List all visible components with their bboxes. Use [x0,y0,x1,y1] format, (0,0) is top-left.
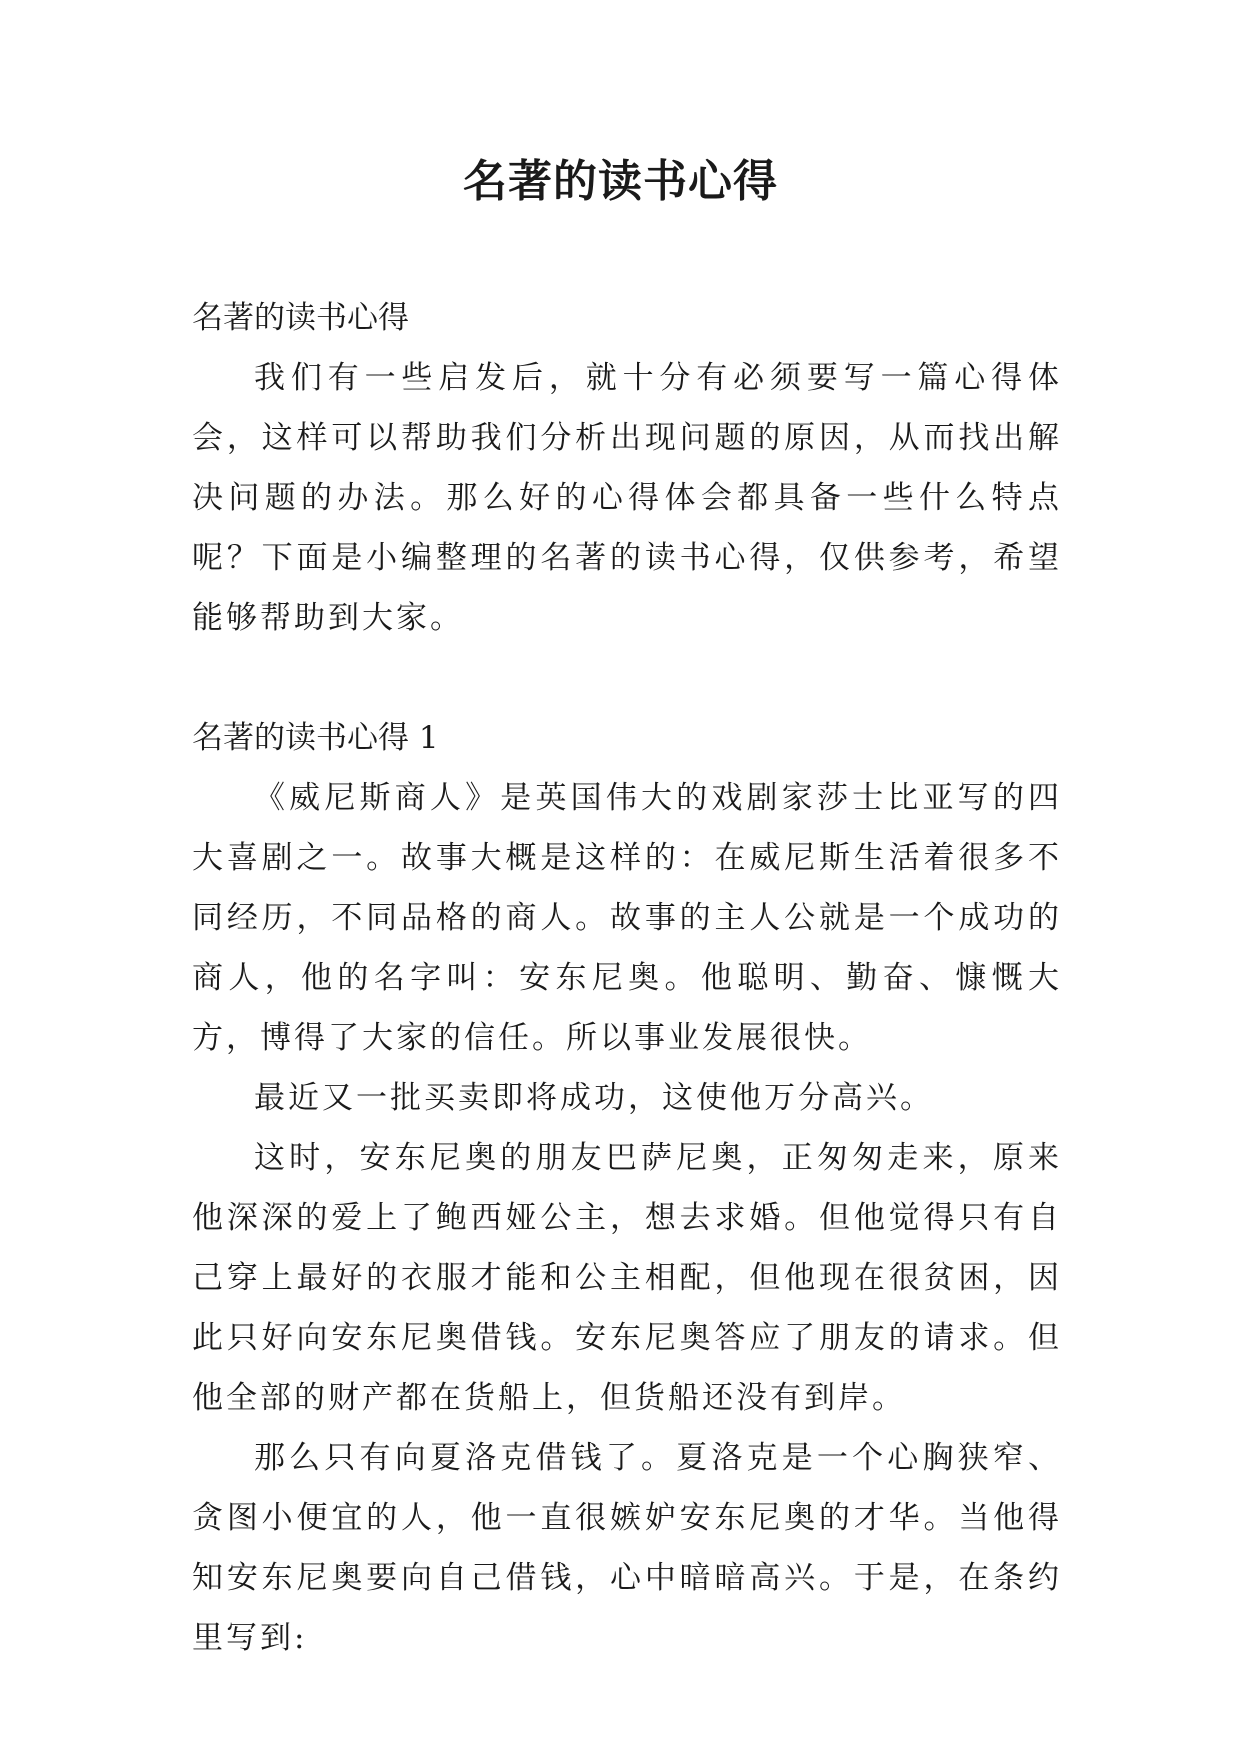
intro-heading: 名著的读书心得 [192,300,409,336]
section1-paragraph-2: 最近又一批买卖即将成功，这使他万分高兴。 [254,1080,934,1116]
section1-paragraph-3: 这时，安东尼奥的朋友巴萨尼奥，正匆匆走来，原来他深深的爱上了鲍西娅公主，想去求婚。但他觉得只有自己穿上最好的衣服才能和公主相配，但他现在很贫困，因此只好向安东尼奥借钱。安东尼奥答应了朋友的请求。但他全部的财产都在货船上，但货船还没有到岸。 [192,1140,1062,1416]
document-title: 名著的读书心得 [463,156,778,207]
section-spacer [192,648,1062,708]
section1-paragraph-1: 《威尼斯商人》是英国伟大的戏剧家莎士比亚写的四大喜剧之一。故事大概是这样的：在威尼斯生活着很多不同经历，不同品格的商人。故事的主人公就是一个成功的商人，他的名字叫：安东尼奥。他聪明、勤奋、慷慨大方，博得了大家的信任。所以事业发展很快。 [192,780,1062,1056]
section1-paragraph-4: 那么只有向夏洛克借钱了。夏洛克是一个心胸狭窄、贪图小便宜的人，他一直很嫉妒安东尼奥的才华。当他得知安东尼奥要向自己借钱，心中暗暗高兴。于是，在条约里写到: [192,1440,1062,1656]
document-body [192,288,1062,1668]
section1-heading: 名著的读书心得 1 [192,720,439,756]
intro-paragraph: 我们有一些启发后，就十分有必须要写一篇心得体会，这样可以帮助我们分析出现问题的原因，从而找出解决问题的办法。那么好的心得体会都具备一些什么特点呢？下面是小编整理的名著的读书心得，仅供参考，希望能够帮助到大家。 [192,360,1062,636]
